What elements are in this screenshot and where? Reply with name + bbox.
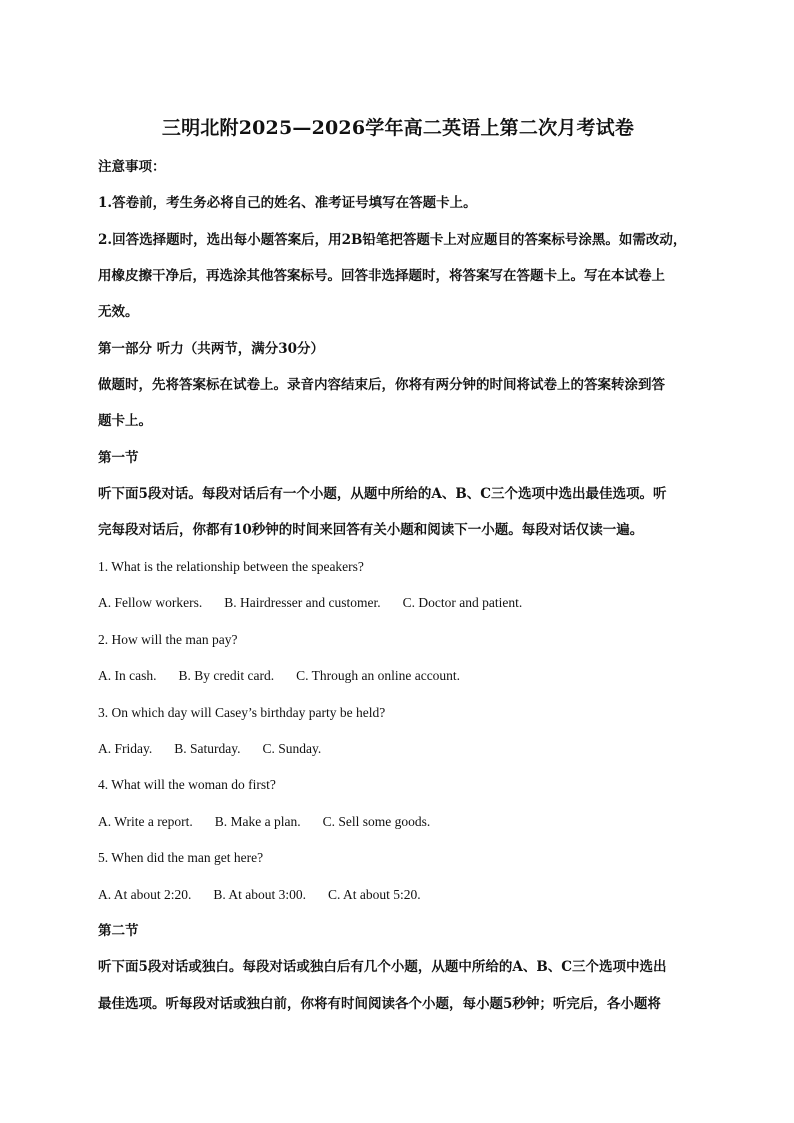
- question-4-option-c: C. Sell some goods.: [322, 814, 431, 829]
- question-1-option-a: A. Fellow workers.: [98, 595, 203, 610]
- part1-instruction-line-2: 题卡上。: [98, 413, 152, 429]
- question-4-option-a: A. Write a report.: [98, 814, 193, 829]
- section2-instruction-line-2: 最佳选项。听每段对话或独白前，你将有时间阅读各个小题，每小题5秒钟；听完后，各小题将: [98, 996, 661, 1012]
- question-2: 2. How will the man pay?: [98, 632, 238, 647]
- part1-instruction-line-1: 做题时，先将答案标在试卷上。录音内容结束后，你将有两分钟的时间将试卷上的答案转涂到答: [98, 377, 665, 393]
- question-5-options: [98, 886, 698, 904]
- notice-item-2-line-3: 无效。: [98, 304, 139, 320]
- notice-item-1: 1.答卷前，考生务必将自己的姓名、准考证号填写在答题卡上。: [98, 195, 477, 211]
- question-1-options: [98, 594, 698, 612]
- part1-heading: 第一部分 听力（共两节，满分30分）: [98, 341, 324, 357]
- question-1-option-b: B. Hairdresser and customer.: [224, 595, 381, 610]
- question-5-option-a: A. At about 2:20.: [98, 887, 192, 902]
- section2-instruction-line-1: 听下面5段对话或独白。每段对话或独白后有几个小题，从题中所给的A、B、C三个选项中选出: [98, 959, 667, 975]
- section2-heading: 第二节: [98, 923, 139, 939]
- question-1-option-c: C. Doctor and patient.: [402, 595, 523, 610]
- question-4-option-b: B. Make a plan.: [214, 814, 301, 829]
- section1-instruction-line-1: 听下面5段对话。每段对话后有一个小题，从题中所给的A、B、C三个选项中选出最佳选项。听: [98, 486, 667, 502]
- question-1: 1. What is the relationship between the speakers?: [98, 559, 364, 574]
- section1-instruction-line-2: 完每段对话后，你都有10秒钟的时间来回答有关小题和阅读下一小题。每段对话仅读一遍。: [98, 522, 644, 538]
- notice-heading: 注意事项：: [98, 159, 166, 175]
- question-3-options: [98, 740, 698, 758]
- question-2-option-a: A. In cash.: [98, 668, 157, 683]
- question-3-option-c: C. Sunday.: [262, 741, 322, 756]
- question-2-option-b: B. By credit card.: [178, 668, 275, 683]
- question-4: 4. What will the woman do first?: [98, 777, 276, 792]
- question-2-option-c: C. Through an online account.: [296, 668, 461, 683]
- question-5-option-b: B. At about 3:00.: [213, 887, 307, 902]
- question-4-options: [98, 813, 698, 831]
- exam-title: 三明北附2025—2026学年高二英语上第二次月考试卷: [161, 117, 635, 139]
- question-3: 3. On which day will Casey’s birthday party be held?: [98, 705, 386, 720]
- question-5-option-c: C. At about 5:20.: [328, 887, 421, 902]
- notice-item-2-line-1: 2.回答选择题时，选出每小题答案后，用2B铅笔把答题卡上对应题目的答案标号涂黑。如需改动，: [98, 232, 687, 248]
- question-3-option-a: A. Friday.: [98, 741, 153, 756]
- exam-page: [98, 0, 698, 1123]
- question-3-option-b: B. Saturday.: [174, 741, 241, 756]
- notice-item-2-line-2: 用橡皮擦干净后，再选涂其他答案标号。回答非选择题时，将答案写在答题卡上。写在本试卷上: [98, 268, 665, 284]
- section1-heading: 第一节: [98, 450, 139, 466]
- question-2-options: [98, 667, 698, 685]
- question-5: 5. When did the man get here?: [98, 850, 264, 865]
